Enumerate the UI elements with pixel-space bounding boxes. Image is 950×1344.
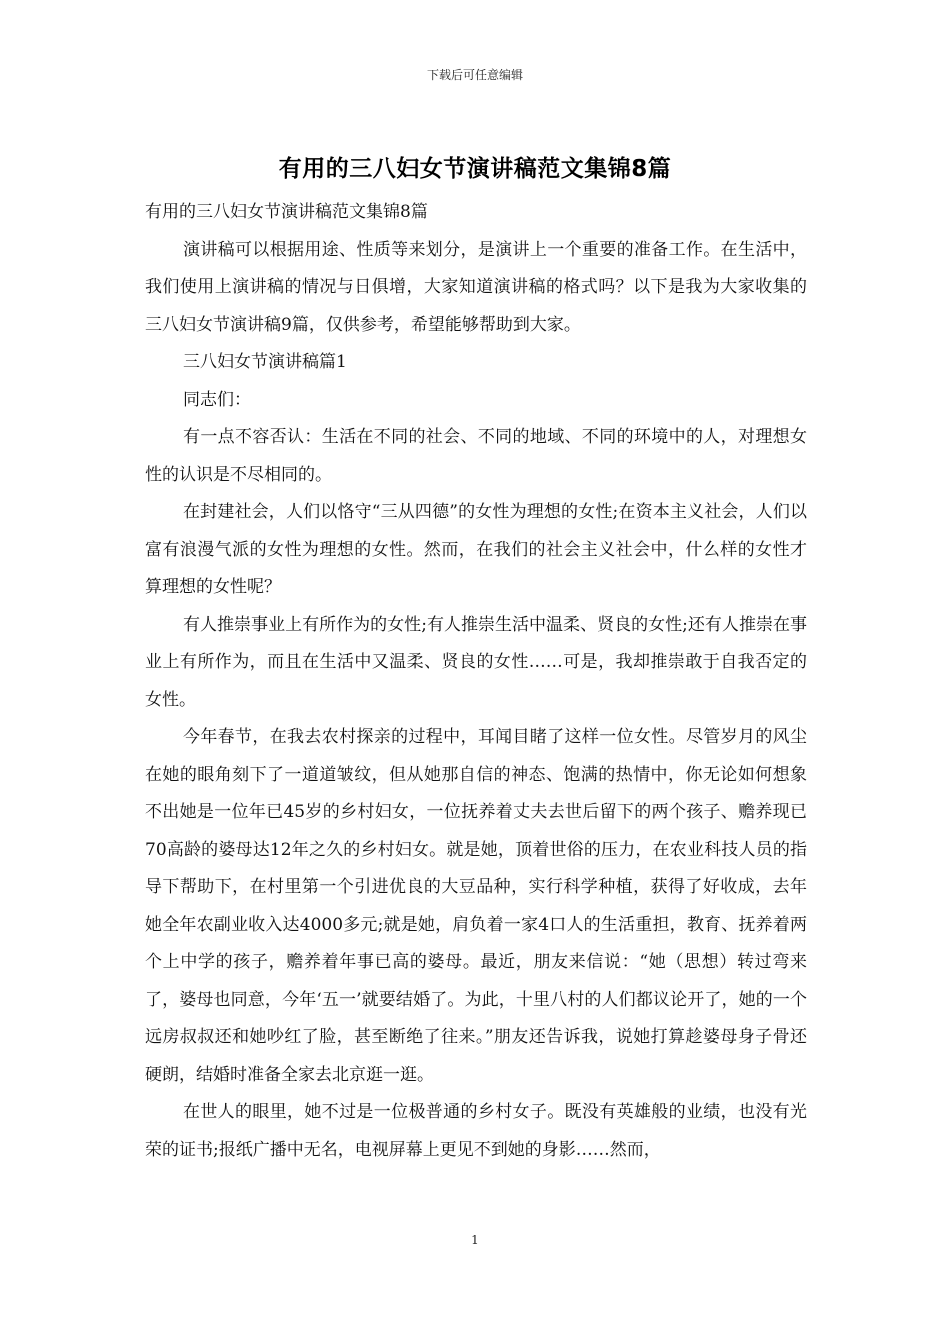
page-number: 1 <box>471 1233 479 1247</box>
body-paragraph: 有一点不容否认：生活在不同的社会、不同的地域、不同的环境中的人，对理想女性的认识是不尽相同的。 <box>145 427 807 485</box>
page-header: 下载后可任意编辑 <box>426 68 523 82</box>
body-paragraph: 今年春节，在我去农村探亲的过程中，耳闻目睹了这样一位女性。尽管岁月的风尘在她的眼角刻下了一道道皱纹，但从她那自信的神态、饱满的热情中，你无论如何想象不出她是一位年已45岁的乡村妇女，一位抚养着丈夫去世后留下的两个孩子、赡养现已70高龄的婆母达12年之久的乡村妇女。就是她，顶着世俗的压力，在农业科技人员的指导下帮助下，在村里第一个引进优良的大豆品种，实行科学种植，获得了好收成，去年她全年农副业收入达4000多元;就是她，肩负着一家4口人的生活重担，教育、抚养着两个上中学的孩子，赡养着年事已高的婆母。最近，朋友来信说：“她（思想）转过弯来了，婆母也同意，今年‘五一’就要结婚了。为此，十里八村的人们都议论开了，她的一个远房叔叔还和她吵红了脸，甚至断绝了往来。”朋友还告诉我，说她打算趁婆母身子骨还硬朗，结婚时准备全家去北京逛一逛。 <box>145 727 807 1085</box>
body-paragraph: 演讲稿可以根据用途、性质等来划分，是演讲上一个重要的准备工作。在生活中，我们使用上演讲稿的情况与日俱增，大家知道演讲稿的格式吗？以下是我为大家收集的三八妇女节演讲稿9篇，仅供参考，希望能够帮助到大家。 <box>145 239 807 335</box>
document-body <box>145 194 807 1169</box>
body-paragraph: 有人推崇事业上有所作为的女性;有人推崇生活中温柔、贤良的女性;还有人推崇在事业上有所作为，而且在生活中又温柔、贤良的女性……可是，我却推崇敢于自我否定的女性。 <box>145 614 807 710</box>
body-paragraph: 在世人的眼里，她不过是一位极普通的乡村女子。既没有英雄般的业绩，也没有光荣的证书;报纸广播中无名，电视屏幕上更见不到她的身影……然而， <box>145 1102 807 1160</box>
body-paragraph: 在封建社会，人们以恪守“三从四德”的女性为理想的女性;在资本主义社会，人们以富有浪漫气派的女性为理想的女性。然而，在我们的社会主义社会中，什么样的女性才算理想的女性呢？ <box>145 502 807 597</box>
subtitle-paragraph: 有用的三八妇女节演讲稿范文集锦8篇 <box>145 202 428 222</box>
section-heading: 三八妇女节演讲稿篇1 <box>183 352 347 372</box>
salutation: 同志们： <box>183 389 251 410</box>
document-title: 有用的三八妇女节演讲稿范文集锦8篇 <box>278 156 672 182</box>
